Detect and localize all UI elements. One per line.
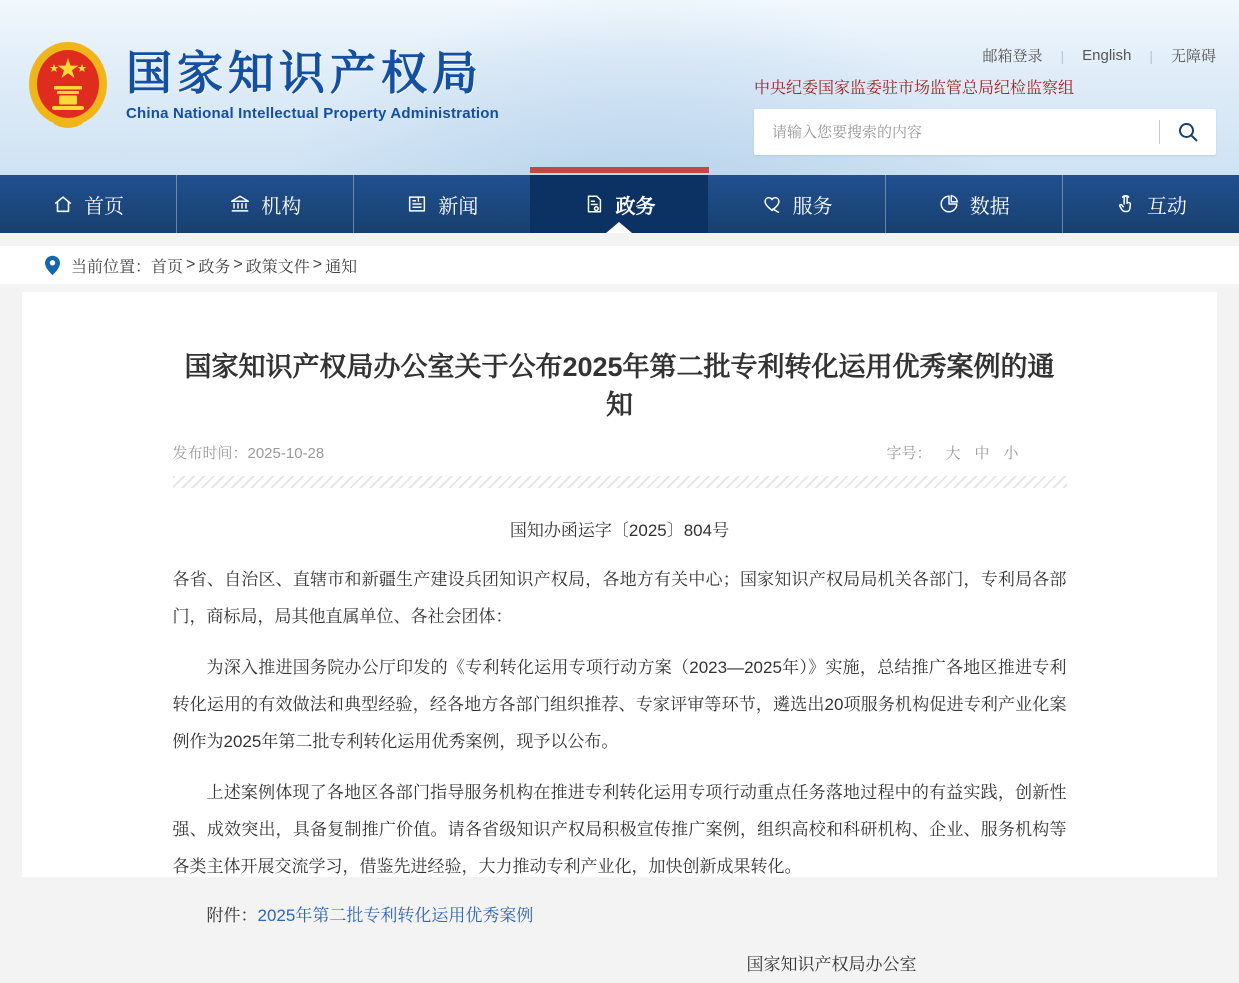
interaction-hand-icon: [1115, 193, 1137, 215]
content-card: [22, 292, 1217, 974]
breadcrumb-notice[interactable]: 通知: [325, 258, 358, 276]
nav-label: 服务: [792, 195, 833, 218]
active-tab-red-cap: [530, 167, 708, 173]
top-utility-links: [754, 45, 1216, 66]
home-icon: [52, 193, 74, 215]
accessibility-link[interactable]: 无障碍: [1170, 48, 1216, 65]
breadcrumb: [0, 246, 1239, 284]
font-size-label: 字号：: [886, 445, 932, 462]
breadcrumb-separator: >: [312, 256, 323, 273]
nav-label: 首页: [84, 195, 125, 218]
publish-date: 发布时间：2025-10-28: [172, 445, 325, 462]
nav-item-institution[interactable]: [176, 175, 353, 233]
font-size-medium-button[interactable]: 中: [974, 445, 990, 462]
search-button[interactable]: [1160, 109, 1216, 155]
article-paragraph: 上述案例体现了各地区各部门指导服务机构在推进专利转化运用专项行动重点任务落地过程中的有益实践，创新性强、成效突出，具备复制推广价值。请各省级知识产权局积极宣传推广案例，组织高校和科研机构、企业、服务机构等各类主体开展交流学习，借鉴先进经验，大力推动专利产业化，加快创新成果转化。: [172, 783, 1067, 876]
search-bar: [754, 109, 1216, 155]
header-right: [754, 45, 1216, 155]
nav-label: 数据: [969, 195, 1010, 218]
article-paragraph: 为深入推进国务院办公厅印发的《专利转化运用专项行动方案（2023—2025年）》实施，总结推广各地区推进专利转化运用的有效做法和典型经验，经各地方各部门组织推荐、专家评审等环节，遴选出20项服务机构促进专利产业化案例作为2025年第二批专利转化运用优秀案例，现予以公布。: [172, 658, 1067, 751]
gov-affairs-icon: [583, 193, 605, 215]
nav-item-home[interactable]: [0, 175, 176, 233]
link-separator: |: [1060, 47, 1065, 64]
link-separator: |: [1149, 47, 1153, 64]
breadcrumb-gov[interactable]: 政务: [198, 258, 231, 276]
nav-label: 新闻: [438, 195, 479, 218]
hatched-divider: [173, 476, 1067, 488]
data-pie-icon: [938, 193, 960, 215]
nav-item-news[interactable]: [353, 175, 530, 233]
article-meta: [173, 442, 1067, 463]
breadcrumb-policy-docs[interactable]: 政策文件: [245, 258, 310, 276]
nav-item-interaction[interactable]: [1062, 175, 1239, 233]
location-pin-icon: [44, 255, 61, 276]
search-icon: [1176, 120, 1200, 144]
english-link[interactable]: English: [1082, 47, 1132, 64]
breadcrumb-separator: >: [233, 256, 243, 273]
breadcrumb-label: 当前位置：: [71, 258, 152, 276]
article-title: 国家知识产权局办公室关于公布2025年第二批专利转化运用优秀案例的通知: [184, 352, 1055, 420]
mail-login-link[interactable]: 邮箱登录: [982, 48, 1043, 65]
national-emblem-icon: [28, 42, 108, 132]
site-title: 国家知识产权局: [126, 47, 483, 99]
service-icon: [761, 193, 783, 215]
main-nav: [0, 175, 1239, 233]
news-icon: [406, 193, 428, 215]
font-size-control: [872, 442, 1018, 463]
search-input[interactable]: [754, 124, 1159, 141]
attachment-row: [173, 897, 1067, 934]
font-size-small-button[interactable]: 小: [1003, 445, 1019, 462]
nav-label: 机构: [261, 195, 302, 218]
nav-item-gov-affairs[interactable]: [530, 175, 707, 233]
nav-item-data[interactable]: [885, 175, 1062, 233]
font-size-large-button[interactable]: 大: [945, 445, 961, 462]
nav-label: 互动: [1146, 195, 1187, 218]
breadcrumb-home[interactable]: 首页: [151, 258, 184, 276]
document-number: 国知办函运字〔2025〕804号: [509, 521, 730, 540]
breadcrumb-separator: >: [186, 256, 196, 273]
attachment-label: 附件：: [206, 906, 258, 925]
site-header: [0, 0, 1239, 175]
article-paragraph: 各省、自治区、直辖市和新疆生产建设兵团知识产权局，各地方有关中心；国家知识产权局局机关各部门，专利局各部门，商标局，局其他直属单位、各社会团体：: [172, 570, 1067, 626]
article: [173, 292, 1067, 983]
nav-label: 政务: [615, 195, 656, 218]
institution-icon: [229, 193, 251, 215]
site-logo[interactable]: [28, 42, 499, 132]
attachment-link[interactable]: 2025年第二批专利转化运用优秀案例: [257, 906, 534, 925]
site-subtitle: China National Intellectual Property Administration: [126, 104, 500, 122]
nav-item-service[interactable]: [708, 175, 885, 233]
signature-line: 国家知识产权局办公室: [746, 955, 917, 974]
supervision-group-link[interactable]: 中央纪委国家监委驻市场监管总局纪检监察组: [754, 80, 1075, 97]
